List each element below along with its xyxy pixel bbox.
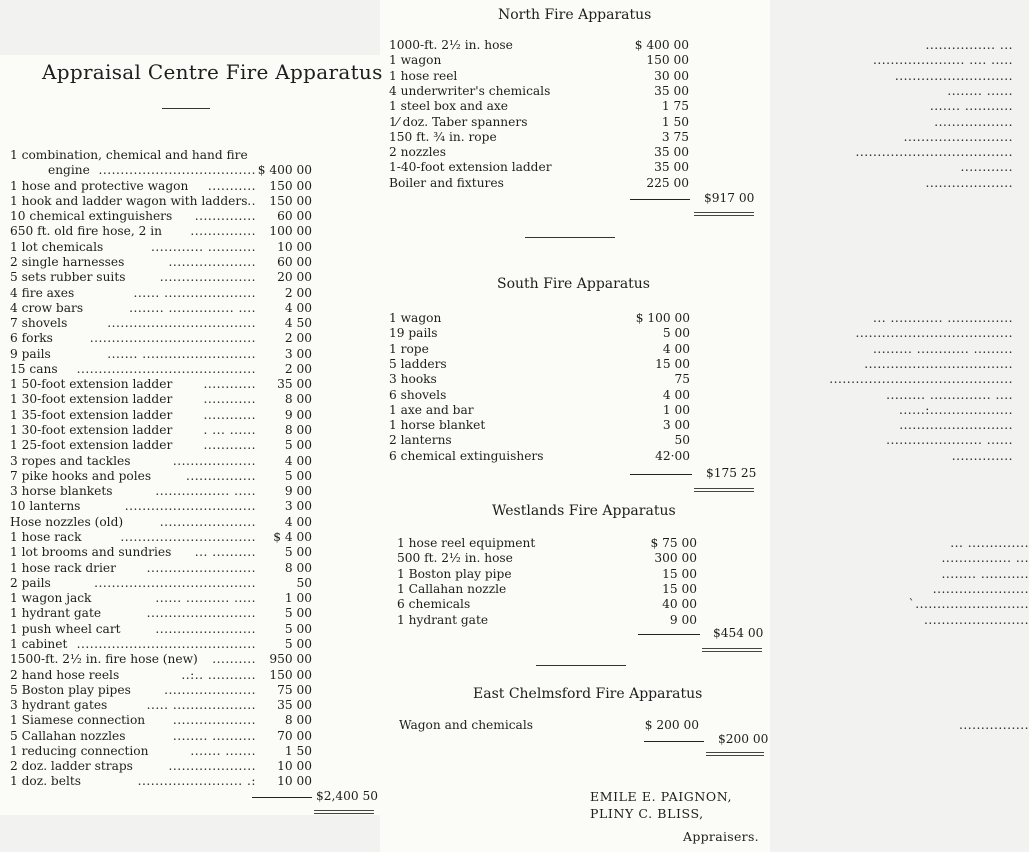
centre-item-label: 7 shovels (10, 316, 68, 331)
westlands-item-leader: `.......................... (908, 597, 1029, 612)
centre-item-amount: 2 00 (284, 331, 312, 346)
centre-item-amount: 10 00 (277, 759, 312, 774)
centre-item-label: 1 hydrant gate (10, 606, 102, 621)
centre-item-label: 1 30-foot extension ladder (10, 423, 173, 438)
westlands-item-amount: 15 00 (662, 581, 697, 596)
south-item-label: 3 hooks (389, 372, 437, 387)
east-item-leader: ................ (959, 718, 1029, 732)
centre-item-label: 1 50-foot extension ladder (10, 377, 173, 392)
centre-item-leader: ..................... (164, 682, 256, 697)
centre-item-label: 3 ropes and tackles (10, 453, 131, 468)
south-item-amount: 5 00 (662, 326, 690, 341)
centre-item-label: 1 combination, chemical and hand fire (10, 148, 248, 162)
north-item-amount: 35 00 (654, 83, 689, 98)
centre-item-leader: ......................... (146, 606, 256, 621)
centre-item-amount: 10 00 (277, 774, 312, 789)
centre-item-amount: 10 00 (277, 239, 312, 254)
south-total-double-rule (694, 488, 754, 492)
centre-item-amount: 150 00 (269, 667, 312, 682)
westlands-item-leader: ........ ........... (941, 566, 1029, 581)
centre-item-label: 9 pails (10, 346, 51, 361)
centre-item-amount: 75 00 (277, 682, 312, 697)
centre-item-amount: 3 00 (284, 499, 312, 514)
centre-item-leader: .................................... (98, 163, 256, 178)
centre-item-leader: .. (247, 193, 256, 208)
westlands-total-double-rule (702, 648, 762, 652)
south-item-amount: 1 00 (662, 402, 690, 417)
centre-item-label: 650 ft. old fire hose, 2 in (10, 224, 163, 239)
westlands-item-leader: ... .............. (950, 536, 1029, 550)
centre-item-leader: ......................... (146, 560, 256, 575)
centre-item-amount: 70 00 (277, 728, 312, 743)
north-item-amount: 150 00 (646, 53, 689, 68)
east-title: East Chelmsford Fire Apparatus (473, 686, 703, 702)
south-item-label: 1 axe and bar (389, 402, 474, 417)
centre-item-label: 1 hose rack (10, 530, 82, 544)
centre-item-leader: ...... ..................... (133, 285, 256, 300)
south-item-amount: 3 00 (662, 418, 690, 433)
centre-item-leader: ..:.. ........... (181, 667, 256, 682)
centre-item-label: 10 lanterns (10, 499, 81, 514)
centre-item-amount: 60 00 (277, 254, 312, 269)
centre-item-leader: ............................... (120, 530, 256, 544)
centre-item-label: 1 cabinet (10, 636, 68, 651)
centre-item-leader: ........................ .: (137, 774, 256, 789)
north-item-amount: 3 75 (661, 129, 689, 144)
centre-total-double-rule (314, 810, 374, 814)
westlands-total: $454 00 (713, 626, 764, 640)
centre-item-leader: ............... (190, 224, 256, 239)
centre-item-label: 15 cans (10, 361, 58, 376)
westlands-item-amount: 300 00 (654, 551, 697, 566)
centre-item-leader: ................... (172, 453, 256, 468)
centre-item-label: 1500-ft. 2½ in. fire hose (new) (10, 652, 198, 667)
north-item-label: 2 nozzles (389, 145, 447, 160)
centre-item-label: 2 hand hose reels (10, 667, 120, 682)
centre-item-amount: 2 00 (284, 285, 312, 300)
centre-item-label: 2 doz. ladder straps (10, 759, 133, 774)
south-item-label: 1 wagon (389, 311, 442, 325)
centre-item-leader: ...... .......... ..... (155, 591, 256, 606)
centre-item-label: 2 single harnesses (10, 254, 125, 269)
centre-item-amount: 100 00 (269, 224, 312, 239)
south-item-amount: 4 00 (662, 387, 690, 402)
north-item-label: 1 hose reel (389, 68, 458, 83)
westlands-item-leader: ........................ (924, 612, 1029, 627)
westlands-item-amount: 40 00 (662, 597, 697, 612)
south-item-amount: 50 (674, 433, 690, 448)
centre-item-amount: 4 50 (284, 316, 312, 331)
centre-item-leader: .................... (168, 759, 256, 774)
south-item-amount: 75 (674, 372, 690, 387)
centre-item-leader: ................... (172, 713, 256, 728)
centre-item-leader: ............ (203, 438, 256, 453)
westlands-total-dash (638, 634, 700, 635)
east-item-label: Wagon and chemicals (399, 718, 533, 732)
south-item-leader: ......:................... (899, 402, 1013, 417)
north-total-dash (630, 199, 690, 200)
centre-item-label: 1 Siamese connection (10, 713, 146, 728)
centre-item-leader: ............ (203, 407, 256, 422)
centre-item-leader: ................ (186, 468, 256, 483)
centre-item-amount: $ 400 00 (257, 163, 312, 178)
westlands-item-label: 1 Boston play pipe (397, 566, 512, 581)
centre-item-amount: 8 00 (284, 423, 312, 438)
south-total: $175 25 (706, 466, 757, 480)
south-item-label: 6 chemical extinguishers (389, 448, 544, 463)
centre-item-amount: 5 00 (284, 621, 312, 636)
centre-item-leader: ........ ............... .... (129, 300, 256, 315)
westlands-item-label: 1 hydrant gate (397, 612, 489, 627)
north-divider (525, 237, 615, 238)
centre-item-leader: ...................... (159, 514, 256, 529)
signature-name-2: PLINY C. BLISS, (590, 806, 704, 821)
east-item-amount: $ 200 00 (644, 718, 699, 732)
north-total: $917 00 (704, 191, 755, 205)
centre-item-amount: 4 00 (284, 514, 312, 529)
south-total-dash (630, 474, 692, 475)
north-total-double-rule (694, 212, 754, 216)
signature-name-1: EMILE E. PAIGNON, (590, 789, 733, 804)
north-item-label: 1 steel box and axe (389, 99, 509, 114)
centre-item-leader: .............................. (124, 499, 256, 514)
centre-item-label: 1 30-foot extension ladder (10, 392, 173, 407)
centre-item-leader: ........ .......... (172, 728, 256, 743)
south-item-label: 6 shovels (389, 387, 447, 402)
centre-item-amount: 5 00 (284, 636, 312, 651)
centre-item-label: Hose nozzles (old) (10, 514, 124, 529)
westlands-item-amount: 15 00 (662, 566, 697, 581)
south-item-leader: ... ............ ............... (873, 311, 1013, 325)
north-item-amount: 35 00 (654, 160, 689, 175)
centre-item-amount: $ 4 00 (273, 530, 312, 544)
centre-item-label: 6 forks (10, 331, 53, 346)
north-title: North Fire Apparatus (498, 7, 652, 23)
south-item-leader: .................................... (855, 326, 1013, 341)
centre-item-label: 1 hook and ladder wagon with ladders (10, 193, 248, 208)
centre-item-leader: .............. (194, 209, 256, 224)
south-item-leader: .......................... (899, 418, 1013, 433)
north-item-amount: $ 400 00 (634, 38, 689, 52)
north-item-leader: .................. (934, 114, 1013, 129)
north-item-amount: 1 50 (661, 114, 689, 129)
north-item-label: Boiler and fixtures (389, 175, 504, 190)
centre-item-label: 3 horse blankets (10, 484, 113, 499)
centre-item-leader: ............ (203, 377, 256, 392)
south-item-amount: 42·00 (655, 448, 690, 463)
centre-item-leader: .......... (212, 652, 256, 667)
centre-item-leader: ..................................... (94, 575, 256, 590)
centre-item-leader: ....................... (155, 621, 256, 636)
westlands-item-amount: $ 75 00 (650, 536, 697, 550)
south-item-leader: .................................. (864, 356, 1013, 371)
north-item-leader: .................................... (855, 145, 1013, 160)
centre-item-leader: ........... (207, 178, 256, 193)
centre-item-leader: ....... .......................... (107, 346, 256, 361)
centre-item-amount: 5 00 (284, 438, 312, 453)
north-item-amount: 35 00 (654, 145, 689, 160)
south-item-amount: 15 00 (655, 356, 690, 371)
centre-item-label: 1 lot brooms and sundries (10, 545, 172, 560)
north-item-amount: 1 75 (661, 99, 689, 114)
centre-item-leader: ...................................... (89, 331, 256, 346)
centre-item-label: 1 reducing connection (10, 743, 149, 758)
centre-item-leader: .................................. (107, 316, 256, 331)
centre-item-amount: 35 00 (277, 698, 312, 713)
north-item-label: 1-40-foot extension ladder (389, 160, 552, 175)
centre-item-amount: 9 00 (284, 484, 312, 499)
centre-item-amount: 2 00 (284, 361, 312, 376)
east-total: $200 00 (718, 732, 769, 746)
centre-item-label: 1 push wheel cart (10, 621, 121, 636)
centre-item-amount: 150 00 (269, 193, 312, 208)
north-item-leader: ........................... (894, 68, 1013, 83)
east-total-dash (644, 741, 704, 742)
south-item-amount: $ 100 00 (635, 311, 690, 325)
westlands-item-leader: ................ ... (941, 551, 1029, 566)
centre-item-amount: 4 00 (284, 453, 312, 468)
centre-total: $2,400 50 (316, 789, 379, 803)
north-item-amount: 30 00 (654, 68, 689, 83)
centre-item-leader: ....... ....... (190, 743, 256, 758)
centre-item-label: 1 35-foot extension ladder (10, 407, 173, 422)
centre-item-leader: ......................................... (76, 636, 256, 651)
north-item-leader: ..................... .... ..... (873, 53, 1013, 68)
centre-item-label: 1 lot chemicals (10, 239, 104, 254)
centre-item-amount: 8 00 (284, 560, 312, 575)
south-item-amount: 4 00 (662, 341, 690, 356)
south-item-leader: .......................................... (829, 372, 1013, 387)
centre-item-leader: . ... ...... (203, 423, 256, 438)
centre-item-label: 10 chemical extinguishers (10, 209, 173, 224)
centre-item-label: 1 25-foot extension ladder (10, 438, 173, 453)
north-item-leader: ........ ...... (947, 83, 1013, 98)
south-item-leader: .............. (951, 448, 1013, 463)
centre-item-label: 4 fire axes (10, 285, 75, 300)
south-title: South Fire Apparatus (497, 276, 650, 292)
centre-item-label: 1 doz. belts (10, 774, 82, 789)
westlands-item-label: 1 Callahan nozzle (397, 581, 507, 596)
centre-item-label: 5 sets rubber suits (10, 270, 126, 285)
centre-item-leader: ... .......... (194, 545, 256, 560)
south-item-label: 1 rope (389, 341, 429, 356)
centre-title-rule (162, 108, 210, 109)
centre-title: Appraisal Centre Fire Apparatus (42, 60, 383, 84)
centre-item-label: 1 hose rack drier (10, 560, 116, 575)
north-item-leader: ......................... (903, 129, 1013, 144)
centre-item-leader: ...................... (159, 270, 256, 285)
centre-item-amount: 5 00 (284, 468, 312, 483)
signature-role: Appraisers. (683, 829, 759, 844)
centre-item-label: 5 Boston play pipes (10, 682, 131, 697)
centre-item-label: 4 crow bars (10, 300, 84, 315)
centre-item-leader: ............ ........... (151, 239, 256, 254)
centre-item-amount: 8 00 (284, 392, 312, 407)
centre-item-leader: .................... (168, 254, 256, 269)
south-item-leader: ......... ............ ......... (873, 341, 1013, 356)
centre-item-label: engine (48, 163, 90, 178)
centre-item-leader: ............ (203, 392, 256, 407)
north-item-label: 1⁄ doz. Taber spanners (389, 114, 528, 129)
centre-item-amount: 35 00 (277, 377, 312, 392)
south-item-label: 2 lanterns (389, 433, 452, 448)
north-item-label: 1000-ft. 2½ in. hose (389, 38, 513, 52)
westlands-divider (536, 665, 626, 666)
north-item-leader: ................ ... (925, 38, 1013, 52)
centre-item-amount: 5 00 (284, 606, 312, 621)
westlands-title: Westlands Fire Apparatus (492, 503, 676, 519)
centre-item-amount: 1 50 (284, 743, 312, 758)
centre-item-amount: 20 00 (277, 270, 312, 285)
centre-item-leader: ..... ................... (146, 698, 256, 713)
north-item-label: 1 wagon (389, 53, 442, 68)
south-item-label: 1 horse blanket (389, 418, 486, 433)
centre-item-amount: 5 00 (284, 545, 312, 560)
westlands-item-label: 500 ft. 2½ in. hose (397, 551, 513, 566)
north-item-leader: .................... (925, 175, 1013, 190)
centre-item-amount: 3 00 (284, 346, 312, 361)
centre-item-amount: 4 00 (284, 300, 312, 315)
east-total-double-rule (706, 752, 764, 756)
westlands-item-leader: ...................... (932, 581, 1029, 596)
centre-item-label: 3 hydrant gates (10, 698, 108, 713)
centre-item-amount: 950 00 (269, 652, 312, 667)
centre-item-amount: 1 00 (284, 591, 312, 606)
south-item-leader: ......... .............. .... (886, 387, 1013, 402)
north-item-label: 4 underwriter's chemicals (389, 83, 551, 98)
centre-item-label: 5 Callahan nozzles (10, 728, 126, 743)
centre-item-amount: 60 00 (277, 209, 312, 224)
centre-item-leader: ......................................... (76, 361, 256, 376)
centre-item-amount: 150 00 (269, 178, 312, 193)
north-item-leader: ............ (960, 160, 1013, 175)
westlands-item-label: 6 chemicals (397, 597, 471, 612)
centre-total-dash (252, 797, 312, 798)
centre-item-label: 2 pails (10, 575, 51, 590)
centre-item-label: 7 pike hooks and poles (10, 468, 152, 483)
centre-item-label: 1 hose and protective wagon (10, 178, 189, 193)
centre-item-amount: 8 00 (284, 713, 312, 728)
centre-item-leader: ................. ..... (155, 484, 256, 499)
centre-item-amount: 50 (296, 575, 312, 590)
westlands-item-amount: 9 00 (669, 612, 697, 627)
south-item-label: 5 ladders (389, 356, 447, 371)
south-item-label: 19 pails (389, 326, 438, 341)
north-item-leader: ....... ........... (929, 99, 1013, 114)
centre-item-amount: 9 00 (284, 407, 312, 422)
north-item-amount: 225 00 (646, 175, 689, 190)
westlands-item-label: 1 hose reel equipment (397, 536, 536, 550)
centre-item-label: 1 wagon jack (10, 591, 92, 606)
south-item-leader: ...................... ...... (886, 433, 1013, 448)
north-item-label: 150 ft. ¾ in. rope (389, 129, 497, 144)
